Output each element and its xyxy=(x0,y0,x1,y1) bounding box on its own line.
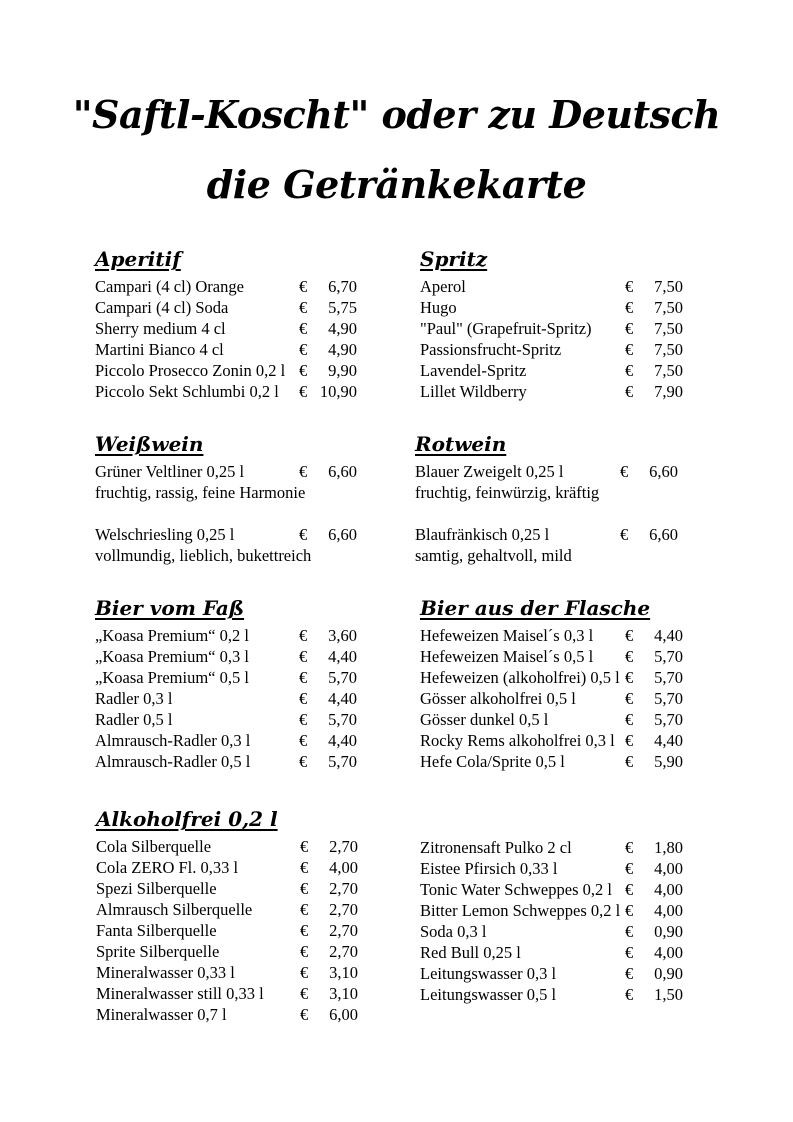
currency-symbol: € xyxy=(625,626,634,645)
item-name: Radler 0,3 l xyxy=(95,689,173,708)
menu-item xyxy=(95,625,395,646)
currency-symbol: € xyxy=(625,880,634,899)
currency-symbol: € xyxy=(625,689,634,708)
menu-item xyxy=(420,276,720,297)
menu-item xyxy=(420,879,720,900)
item-price: 2,70 xyxy=(329,837,358,856)
weisswein-section xyxy=(95,427,395,566)
menu-item xyxy=(420,318,720,339)
menu-item xyxy=(420,297,720,318)
menu-item xyxy=(420,667,720,688)
currency-symbol: € xyxy=(300,858,309,877)
item-name: Cola Silberquelle xyxy=(96,837,212,856)
currency-symbol: € xyxy=(625,731,634,750)
menu-item xyxy=(420,984,720,1005)
alkoholfrei-right-section xyxy=(420,837,720,1005)
item-price: 4,00 xyxy=(654,859,683,878)
currency-symbol: € xyxy=(625,668,634,687)
item-name: Mineralwasser 0,7 l xyxy=(96,1005,227,1024)
item-description: fruchtig, feinwürzig, kräftig xyxy=(415,483,600,502)
menu-item xyxy=(420,688,720,709)
section-heading: Alkoholfrei 0,2 l xyxy=(96,807,278,831)
currency-symbol: € xyxy=(299,731,308,750)
item-price: 4,00 xyxy=(654,943,683,962)
item-price: 5,70 xyxy=(654,689,683,708)
menu-item xyxy=(95,339,395,360)
item-name: Campari (4 cl) Soda xyxy=(95,298,229,317)
item-price: 3,60 xyxy=(328,626,357,645)
item-name: Welschriesling 0,25 l xyxy=(95,525,235,544)
currency-symbol: € xyxy=(625,647,634,666)
menu-item xyxy=(420,751,720,772)
currency-symbol: € xyxy=(299,710,308,729)
item-price: 4,40 xyxy=(654,731,683,750)
item-name: Almrausch-Radler 0,5 l xyxy=(95,752,251,771)
item-name: Sherry medium 4 cl xyxy=(95,319,226,338)
currency-symbol: € xyxy=(299,689,308,708)
item-price: 7,50 xyxy=(654,319,683,338)
spacer xyxy=(415,503,715,524)
item-price: 2,70 xyxy=(329,900,358,919)
item-price: 5,70 xyxy=(654,647,683,666)
spacer xyxy=(95,503,395,524)
item-name: Lavendel-Spritz xyxy=(420,361,527,380)
item-price: 4,40 xyxy=(328,647,357,666)
section-heading: Bier aus der Flasche xyxy=(420,596,651,620)
item-name: Spezi Silberquelle xyxy=(96,879,217,898)
item-name: Grüner Veltliner 0,25 l xyxy=(95,462,245,481)
section-heading: Rotwein xyxy=(415,432,507,456)
item-price: 0,90 xyxy=(654,922,683,941)
currency-symbol: € xyxy=(299,626,308,645)
menu-item xyxy=(95,730,395,751)
currency-symbol: € xyxy=(625,943,634,962)
currency-symbol: € xyxy=(300,900,309,919)
item-price: 7,90 xyxy=(654,382,683,401)
menu-item xyxy=(95,646,395,667)
item-name: Leitungswasser 0,5 l xyxy=(420,985,557,1004)
currency-symbol: € xyxy=(625,361,634,380)
item-name: Radler 0,5 l xyxy=(95,710,173,729)
currency-symbol: € xyxy=(620,525,629,544)
item-price: 2,70 xyxy=(329,942,358,961)
item-price: 3,10 xyxy=(329,963,358,982)
menu-item xyxy=(95,751,395,772)
item-name: Piccolo Sekt Schlumbi 0,2 l xyxy=(95,382,279,401)
menu-item xyxy=(95,297,395,318)
currency-symbol: € xyxy=(300,984,309,1003)
item-price: 6,60 xyxy=(649,462,678,481)
item-price: 5,75 xyxy=(328,298,357,317)
section-heading: Bier vom Faß xyxy=(95,596,245,620)
item-description: vollmundig, lieblich, bukettreich xyxy=(95,546,312,565)
item-name: "Paul" (Grapefruit-Spritz) xyxy=(420,319,592,338)
item-name: Mineralwasser still 0,33 l xyxy=(96,984,264,1003)
menu-item xyxy=(96,941,396,962)
rotwein-section xyxy=(415,427,715,566)
item-name: Almrausch Silberquelle xyxy=(96,900,253,919)
menu-title-line-2: die Getränkekarte xyxy=(206,162,587,207)
item-name: Hefeweizen (alkoholfrei) 0,5 l xyxy=(420,668,620,687)
item-price: 6,60 xyxy=(328,525,357,544)
item-price: 5,90 xyxy=(654,752,683,771)
item-name: Sprite Silberquelle xyxy=(96,942,220,961)
menu-item xyxy=(420,381,720,402)
currency-symbol: € xyxy=(299,340,308,359)
menu-item xyxy=(96,983,396,1004)
item-name: Aperol xyxy=(420,277,466,296)
item-price: 7,50 xyxy=(654,340,683,359)
alkoholfrei-section xyxy=(96,802,396,1025)
item-name: Soda 0,3 l xyxy=(420,922,487,941)
item-price: 4,40 xyxy=(328,689,357,708)
item-price: 1,80 xyxy=(654,838,683,857)
item-price: 5,70 xyxy=(328,752,357,771)
currency-symbol: € xyxy=(625,319,634,338)
item-name: Almrausch-Radler 0,3 l xyxy=(95,731,251,750)
currency-symbol: € xyxy=(299,298,308,317)
menu-item xyxy=(96,836,396,857)
item-name: Hefeweizen Maisel´s 0,5 l xyxy=(420,647,594,666)
item-name: Mineralwasser 0,33 l xyxy=(96,963,235,982)
menu-item xyxy=(96,962,396,983)
item-price: 10,90 xyxy=(319,382,357,401)
menu-item xyxy=(95,381,395,402)
menu-item xyxy=(95,276,395,297)
menu-title-line-1: "Saftl-Koscht" oder zu Deutsch xyxy=(72,92,721,137)
item-price: 5,70 xyxy=(654,668,683,687)
menu-item xyxy=(95,709,395,730)
menu-item xyxy=(95,360,395,381)
spritz-section xyxy=(420,242,720,402)
menu-item xyxy=(420,858,720,879)
currency-symbol: € xyxy=(625,985,634,1004)
item-name: Blaufränkisch 0,25 l xyxy=(415,525,550,544)
item-price: 4,00 xyxy=(329,858,358,877)
section-heading: Spritz xyxy=(420,247,488,271)
item-name: Red Bull 0,25 l xyxy=(420,943,521,962)
menu-item xyxy=(96,878,396,899)
menu-item xyxy=(415,524,715,545)
item-name: Passionsfrucht-Spritz xyxy=(420,340,562,359)
currency-symbol: € xyxy=(625,298,634,317)
menu-item xyxy=(420,730,720,751)
item-name: Blauer Zweigelt 0,25 l xyxy=(415,462,564,481)
currency-symbol: € xyxy=(625,901,634,920)
menu-item xyxy=(95,688,395,709)
menu-item xyxy=(415,461,715,482)
menu-item xyxy=(95,318,395,339)
item-price: 6,00 xyxy=(329,1005,358,1024)
item-price: 4,40 xyxy=(328,731,357,750)
item-price: 4,40 xyxy=(654,626,683,645)
currency-symbol: € xyxy=(300,963,309,982)
item-price: 4,00 xyxy=(654,880,683,899)
item-name: Hugo xyxy=(420,298,457,317)
bier-flasche-section xyxy=(420,591,720,772)
item-price: 2,70 xyxy=(329,921,358,940)
item-name: „Koasa Premium“ 0,3 l xyxy=(95,647,249,666)
menu-item xyxy=(96,899,396,920)
item-name: Tonic Water Schweppes 0,2 l xyxy=(420,880,612,899)
currency-symbol: € xyxy=(620,462,629,481)
menu-item xyxy=(420,837,720,858)
item-price: 7,50 xyxy=(654,298,683,317)
item-name: Rocky Rems alkoholfrei 0,3 l xyxy=(420,731,615,750)
item-price: 9,90 xyxy=(328,361,357,380)
currency-symbol: € xyxy=(300,942,309,961)
menu-item xyxy=(95,461,395,482)
menu-item xyxy=(420,625,720,646)
menu-item xyxy=(96,1004,396,1025)
item-price: 7,50 xyxy=(654,277,683,296)
item-price: 6,60 xyxy=(649,525,678,544)
aperitif-section xyxy=(95,242,395,402)
menu-item xyxy=(420,921,720,942)
currency-symbol: € xyxy=(625,340,634,359)
item-name: Hefe Cola/Sprite 0,5 l xyxy=(420,752,565,771)
menu-item xyxy=(420,942,720,963)
currency-symbol: € xyxy=(625,382,634,401)
currency-symbol: € xyxy=(299,752,308,771)
currency-symbol: € xyxy=(299,462,308,481)
item-price: 1,50 xyxy=(654,985,683,1004)
item-price: 5,70 xyxy=(328,668,357,687)
item-price: 5,70 xyxy=(654,710,683,729)
item-price: 3,10 xyxy=(329,984,358,1003)
currency-symbol: € xyxy=(299,319,308,338)
currency-symbol: € xyxy=(300,921,309,940)
currency-symbol: € xyxy=(299,668,308,687)
bier-vom-fass-section xyxy=(95,591,395,772)
item-name: „Koasa Premium“ 0,2 l xyxy=(95,626,249,645)
item-name: „Koasa Premium“ 0,5 l xyxy=(95,668,249,687)
currency-symbol: € xyxy=(625,838,634,857)
section-heading: Weißwein xyxy=(95,432,204,456)
item-name: Lillet Wildberry xyxy=(420,382,527,401)
item-name: Bitter Lemon Schweppes 0,2 l xyxy=(420,901,621,920)
menu-item xyxy=(95,524,395,545)
currency-symbol: € xyxy=(625,710,634,729)
item-name: Gösser dunkel 0,5 l xyxy=(420,710,549,729)
menu-item xyxy=(96,857,396,878)
item-name: Leitungswasser 0,3 l xyxy=(420,964,557,983)
section-heading: Aperitif xyxy=(95,247,181,271)
menu-item xyxy=(420,339,720,360)
item-price: 5,70 xyxy=(328,710,357,729)
menu-item xyxy=(420,646,720,667)
item-name: Hefeweizen Maisel´s 0,3 l xyxy=(420,626,594,645)
menu-item xyxy=(420,360,720,381)
item-price: 2,70 xyxy=(329,879,358,898)
item-name: Campari (4 cl) Orange xyxy=(95,277,244,296)
item-price: 7,50 xyxy=(654,361,683,380)
currency-symbol: € xyxy=(625,964,634,983)
menu-item xyxy=(420,900,720,921)
currency-symbol: € xyxy=(625,752,634,771)
currency-symbol: € xyxy=(299,647,308,666)
menu-item xyxy=(96,920,396,941)
item-name: Eistee Pfirsich 0,33 l xyxy=(420,859,558,878)
menu-item xyxy=(420,963,720,984)
currency-symbol: € xyxy=(300,1005,309,1024)
menu-item xyxy=(95,667,395,688)
currency-symbol: € xyxy=(300,837,309,856)
item-price: 4,90 xyxy=(328,319,357,338)
currency-symbol: € xyxy=(625,922,634,941)
item-name: Cola ZERO Fl. 0,33 l xyxy=(96,858,239,877)
item-price: 4,90 xyxy=(328,340,357,359)
currency-symbol: € xyxy=(625,859,634,878)
item-name: Gösser alkoholfrei 0,5 l xyxy=(420,689,576,708)
menu-item xyxy=(420,709,720,730)
item-price: 0,90 xyxy=(654,964,683,983)
currency-symbol: € xyxy=(300,879,309,898)
item-name: Martini Bianco 4 cl xyxy=(95,340,224,359)
currency-symbol: € xyxy=(299,361,308,380)
currency-symbol: € xyxy=(299,277,308,296)
item-price: 6,60 xyxy=(328,462,357,481)
item-description: fruchtig, rassig, feine Harmonie xyxy=(95,483,306,502)
item-description: samtig, gehaltvoll, mild xyxy=(415,546,572,565)
item-price: 4,00 xyxy=(654,901,683,920)
item-name: Piccolo Prosecco Zonin 0,2 l xyxy=(95,361,286,380)
item-name: Fanta Silberquelle xyxy=(96,921,217,940)
item-name: Zitronensaft Pulko 2 cl xyxy=(420,838,572,857)
currency-symbol: € xyxy=(299,382,308,401)
item-price: 6,70 xyxy=(328,277,357,296)
currency-symbol: € xyxy=(299,525,308,544)
currency-symbol: € xyxy=(625,277,634,296)
